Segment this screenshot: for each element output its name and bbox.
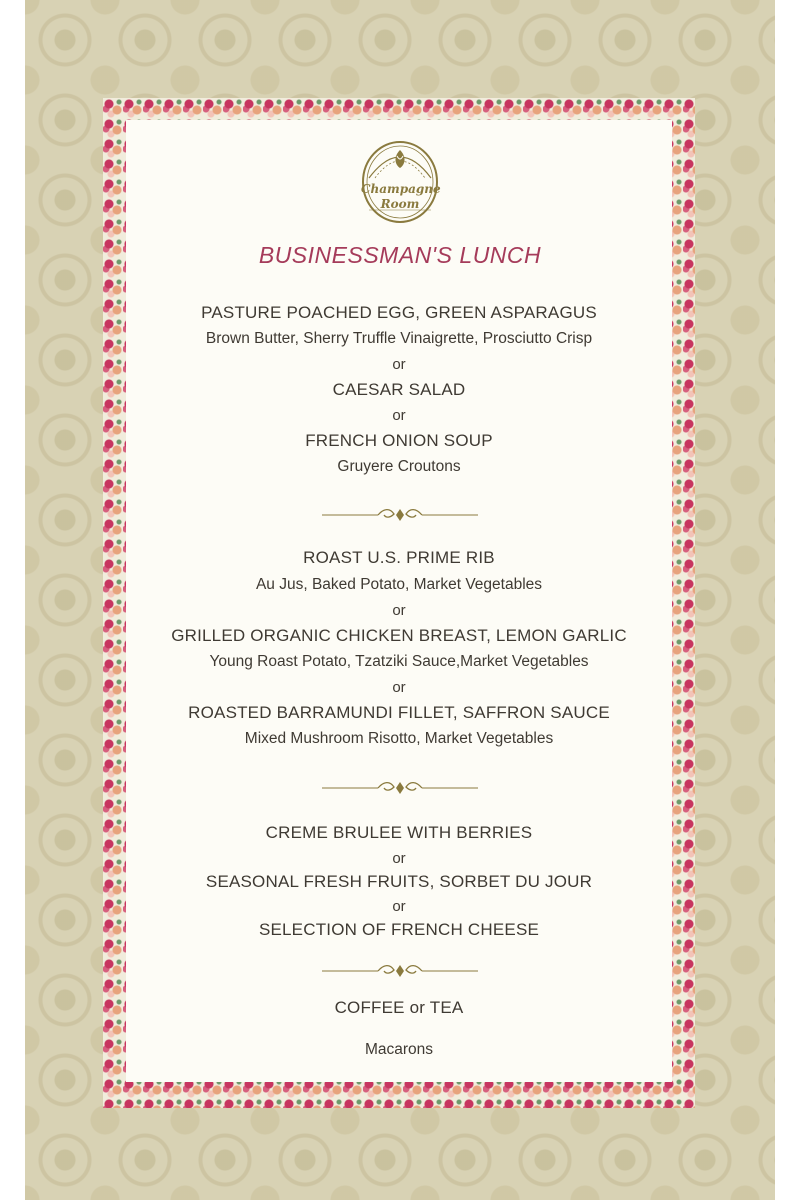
drinks-item: COFFEE or TEA [334,998,464,1017]
or-separator: or [392,356,406,373]
main-3-name: ROASTED BARRAMUNDI FILLET, SAFFRON SAUCE [188,703,610,722]
page-margin-right [775,0,800,1200]
main-3-description: Mixed Mushroom Risotto, Market Vegetables [244,730,554,747]
starter-3-name: FRENCH ONION SOUP [305,431,493,450]
champagne-room-logo [361,138,439,224]
flourish-divider-icon [320,779,480,797]
starter-3-description: Gruyere Croutons [337,458,461,475]
starter-2-name: CAESAR SALAD [332,380,466,399]
or-separator: or [392,602,406,619]
or-separator: or [392,898,406,915]
or-separator: or [392,407,406,424]
main-2-name: GRILLED ORGANIC CHICKEN BREAST, LEMON GARLIC [171,626,627,645]
or-separator: or [392,850,406,867]
menu-title: BUSINESSMAN'S LUNCH [258,242,542,268]
starter-1-description: Brown Butter, Sherry Truffle Vinaigrette, Prosciutto Crisp [205,330,593,347]
main-2-description: Young Roast Potato, Tzatziki Sauce,Market Vegetables [209,653,589,670]
page-margin-left [0,0,25,1200]
logo-text-line1: Champagne [361,182,441,196]
or-separator: or [392,679,406,696]
macarons-item: Macarons [364,1041,434,1058]
main-1-description: Au Jus, Baked Potato, Market Vegetables [255,576,543,593]
logo-text-line2: Room [380,197,420,211]
dessert-2-name: SEASONAL FRESH FRUITS, SORBET DU JOUR [205,872,593,891]
main-1-name: ROAST U.S. PRIME RIB [303,548,495,567]
starter-1-name: PASTURE POACHED EGG, GREEN ASPARAGUS [201,303,597,322]
dessert-1-name: CREME BRULEE WITH BERRIES [265,823,533,842]
flourish-divider-icon [320,506,480,524]
dessert-3-name: SELECTION OF FRENCH CHEESE [258,920,540,939]
flourish-divider-icon [320,962,480,980]
logo-emblem-icon [361,138,439,224]
